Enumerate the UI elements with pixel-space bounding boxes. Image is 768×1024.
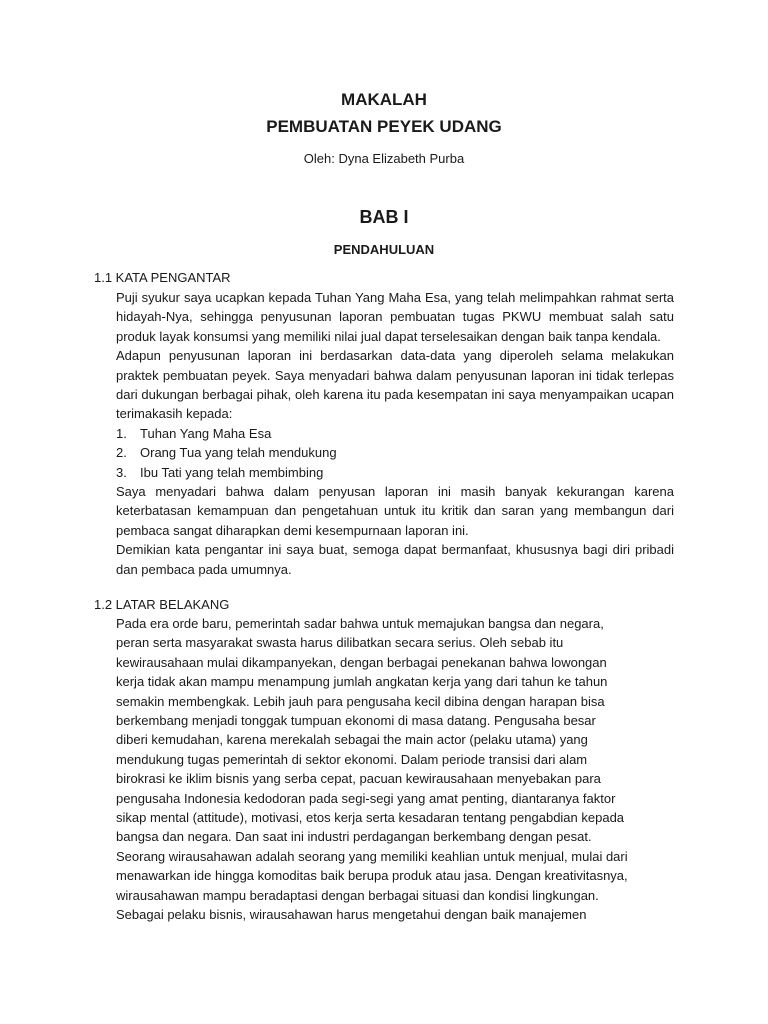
- list-item: [116, 443, 674, 462]
- paragraph: Puji syukur saya ucapkan kepada Tuhan Yang Maha Esa, yang telah melimpahkan rahmat serta hidayah-Nya, sehingga penyusunan laporan pembuatan tugas PKWU membuat salah satu produk layak konsumsi yang memiliki nilai jual dapat terselesaikan dengan baik tanpa kendala.: [116, 290, 674, 344]
- document-title: MAKALAH: [341, 90, 427, 109]
- paragraph: Saya menyadari bahwa dalam penyusan laporan ini masih banyak kekurangan karena keterbatasan kemampuan dan pengetahuan untuk itu kritik dan saran yang membangun dari pembaca sangat diharapkan demi kesempurnaan laporan ini.: [116, 484, 674, 538]
- text-line: semakin membengkak. Lebih jauh para pengusaha kecil dibina dengan harapan bisa: [116, 693, 605, 709]
- list-item: [116, 424, 674, 443]
- text-line: kewirausahaan mulai dikampanyekan, dengan berbagai penekanan bahwa lowongan: [116, 654, 607, 670]
- chapter-title: PENDAHULUAN: [333, 242, 435, 257]
- list-item: [116, 463, 674, 482]
- section-body-kata-pengantar: [116, 288, 674, 579]
- list-text: Orang Tua yang telah mendukung: [140, 445, 337, 461]
- text-line: peran serta masyarakat swasta harus dilibatkan secara serius. Oleh sebab itu: [116, 635, 564, 651]
- text-line: pengusaha Indonesia kedodoran pada segi-segi yang amat penting, diantaranya faktor: [116, 790, 616, 806]
- chapter-heading: BAB I: [359, 207, 409, 227]
- list-number: 3.: [116, 464, 127, 480]
- paragraph: Demikian kata pengantar ini saya buat, semoga dapat bermanfaat, khususnya bagi diri pribadi dan pembaca pada umumnya.: [116, 542, 674, 577]
- list-text: Tuhan Yang Maha Esa: [140, 425, 272, 441]
- text-line: Seorang wirausahawan adalah seorang yang memiliki keahlian untuk menjual, mulai dari: [116, 848, 628, 864]
- section-body-latar-belakang: [116, 614, 674, 925]
- text-line: mendukung tugas pemerintah di sektor ekonomi. Dalam periode transisi dari alam: [116, 751, 588, 767]
- section-heading-latar-belakang: 1.2 LATAR BELAKANG: [94, 597, 230, 612]
- paragraph: Adapun penyusunan laporan ini berdasarkan data-data yang diperoleh selama melakukan praktek pembuatan peyek. Saya menyadari bahwa dalam penyusunan laporan ini tidak terlepas dari dukungan berbagai pihak, oleh karena itu pada kesempatan ini saya menyampaikan ucapan terimakasih kepada:: [116, 348, 674, 422]
- author-line: Oleh: Dyna Elizabeth Purba: [303, 151, 465, 166]
- text-line: kerja tidak akan mampu menampung jumlah angkatan kerja yang dari tahun ke tahun: [116, 674, 608, 690]
- document-subtitle: PEMBUATAN PEYEK UDANG: [266, 117, 502, 136]
- thanks-list: [116, 424, 674, 482]
- list-number: 2.: [116, 445, 127, 461]
- text-line: birokrasi ke iklim bisnis yang serba cepat, pacuan kewirausahaan menyebakan para: [116, 771, 601, 787]
- text-line: Sebagai pelaku bisnis, wirausahawan harus mengetahui dengan baik manajemen: [116, 907, 587, 923]
- text-line: sikap mental (attitude), motivasi, etos kerja serta kesadaran tentang pengabdian kepada: [116, 810, 625, 826]
- section-heading-kata-pengantar: 1.1 KATA PENGANTAR: [94, 270, 231, 285]
- text-line: berkembang menjadi tonggak tumpuan ekonomi di masa datang. Pengusaha besar: [116, 713, 596, 729]
- text-line: diberi kemudahan, karena merekalah sebagai the main actor (pelaku utama) yang: [116, 732, 588, 748]
- text-line: Pada era orde baru, pemerintah sadar bahwa untuk memajukan bangsa dan negara,: [116, 616, 604, 631]
- text-line: bangsa dan negara. Dan saat ini industri perdagangan berkembang dengan pesat.: [116, 829, 592, 845]
- list-text: Ibu Tati yang telah membimbing: [140, 464, 324, 480]
- text-line: menawarkan ide hingga komoditas baik berupa produk atau jasa. Dengan kreativitasnya,: [116, 868, 628, 884]
- list-number: 1.: [116, 425, 127, 441]
- text-line: wirausahawan mampu beradaptasi dengan berbagai situasi dan kondisi lingkungan.: [116, 887, 599, 903]
